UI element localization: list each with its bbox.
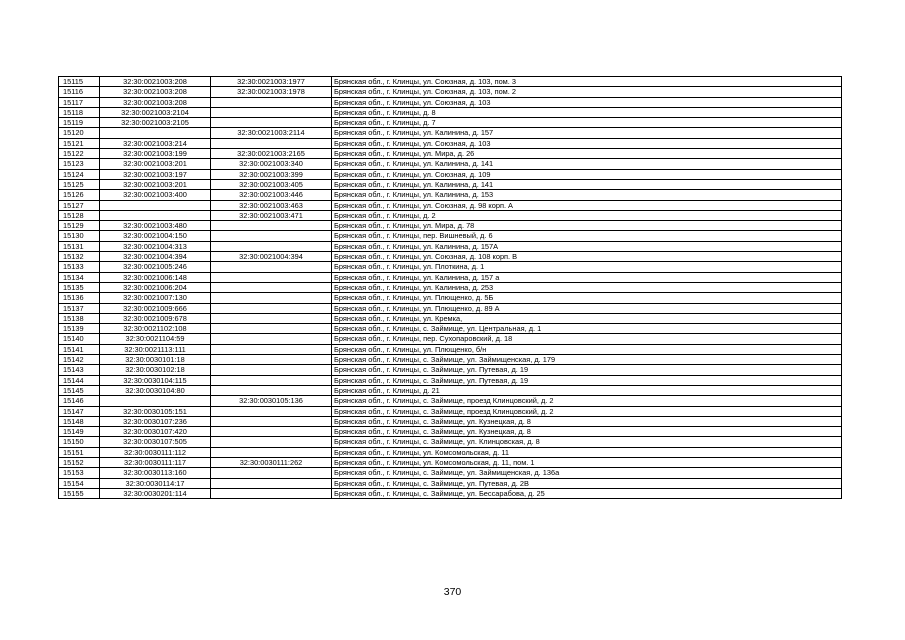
object-number-cell: 32:30:0021003:1978 <box>211 87 332 97</box>
row-number-cell: 15122 <box>59 149 100 159</box>
object-number-cell <box>211 293 332 303</box>
row-number-cell: 15123 <box>59 159 100 169</box>
address-cell: Брянская обл., г. Клинцы, ул. Союзная, д. 103, пом. 2 <box>332 87 842 97</box>
parcel-number-cell: 32:30:0021113:111 <box>100 344 211 354</box>
row-number-cell: 15133 <box>59 262 100 272</box>
table-row <box>59 324 842 334</box>
table-row <box>59 427 842 437</box>
object-number-cell: 32:30:0021003:405 <box>211 179 332 189</box>
address-cell: Брянская обл., г. Клинцы, ул. Калинина, д. 141 <box>332 159 842 169</box>
parcel-number-cell: 32:30:0021102:108 <box>100 324 211 334</box>
parcel-number-cell: 32:30:0021003:214 <box>100 138 211 148</box>
parcel-number-cell: 32:30:0030101:18 <box>100 355 211 365</box>
table-row <box>59 107 842 117</box>
row-number-cell: 15138 <box>59 313 100 323</box>
parcel-number-cell: 32:30:0021003:2105 <box>100 118 211 128</box>
address-cell: Брянская обл., г. Клинцы, ул. Калинина, д. 157 а <box>332 272 842 282</box>
parcel-number-cell: 32:30:0030201:114 <box>100 488 211 498</box>
parcel-number-cell: 32:30:0021104:59 <box>100 334 211 344</box>
parcel-number-cell: 32:30:0021009:678 <box>100 313 211 323</box>
row-number-cell: 15137 <box>59 303 100 313</box>
address-cell: Брянская обл., г. Клинцы, ул. Плоткина, д. 1 <box>332 262 842 272</box>
address-cell: Брянская обл., г. Клинцы, д. 8 <box>332 107 842 117</box>
object-number-cell: 32:30:0021003:2114 <box>211 128 332 138</box>
address-cell: Брянская обл., г. Клинцы, с. Займище, проезд Клинцовский, д. 2 <box>332 396 842 406</box>
row-number-cell: 15118 <box>59 107 100 117</box>
parcel-number-cell: 32:30:0021003:2104 <box>100 107 211 117</box>
object-number-cell <box>211 313 332 323</box>
object-number-cell <box>211 97 332 107</box>
object-number-cell <box>211 365 332 375</box>
address-cell: Брянская обл., г. Клинцы, ул. Союзная, д. 108 корп. В <box>332 252 842 262</box>
row-number-cell: 15143 <box>59 365 100 375</box>
parcel-number-cell: 32:30:0030107:236 <box>100 416 211 426</box>
object-number-cell <box>211 406 332 416</box>
row-number-cell: 15128 <box>59 210 100 220</box>
parcel-number-cell: 32:30:0030104:115 <box>100 375 211 385</box>
table-row <box>59 159 842 169</box>
address-cell: Брянская обл., г. Клинцы, ул. Комсомольская, д. 11, пом. 1 <box>332 457 842 467</box>
parcel-number-cell: 32:30:0030107:420 <box>100 427 211 437</box>
table-row <box>59 303 842 313</box>
row-number-cell: 15129 <box>59 221 100 231</box>
parcel-number-cell <box>100 128 211 138</box>
table-row <box>59 169 842 179</box>
parcel-number-cell: 32:30:0021009:666 <box>100 303 211 313</box>
address-cell: Брянская обл., г. Клинцы, с. Займище, ул. Путевая, д. 2В <box>332 478 842 488</box>
table-row <box>59 77 842 87</box>
object-number-cell <box>211 447 332 457</box>
object-number-cell <box>211 324 332 334</box>
object-number-cell <box>211 221 332 231</box>
address-cell: Брянская обл., г. Клинцы, ул. Плющенко, б/н <box>332 344 842 354</box>
row-number-cell: 15154 <box>59 478 100 488</box>
address-cell: Брянская обл., г. Клинцы, ул. Плющенко, д. 5Б <box>332 293 842 303</box>
address-cell: Брянская обл., г. Клинцы, ул. Союзная, д. 103 <box>332 97 842 107</box>
address-cell: Брянская обл., г. Клинцы, ул. Плющенко, д. 89 А <box>332 303 842 313</box>
object-number-cell <box>211 427 332 437</box>
row-number-cell: 15121 <box>59 138 100 148</box>
row-number-cell: 15141 <box>59 344 100 354</box>
address-cell: Брянская обл., г. Клинцы, ул. Мира, д. 26 <box>332 149 842 159</box>
table-row <box>59 488 842 498</box>
parcel-number-cell: 32:30:0030113:160 <box>100 468 211 478</box>
cadastral-table <box>58 76 842 499</box>
object-number-cell <box>211 416 332 426</box>
table-row <box>59 221 842 231</box>
address-cell: Брянская обл., г. Клинцы, ул. Союзная, д. 109 <box>332 169 842 179</box>
parcel-number-cell: 32:30:0021003:208 <box>100 87 211 97</box>
row-number-cell: 15124 <box>59 169 100 179</box>
parcel-number-cell: 32:30:0021003:197 <box>100 169 211 179</box>
object-number-cell <box>211 107 332 117</box>
parcel-number-cell: 32:30:0021003:208 <box>100 97 211 107</box>
object-number-cell <box>211 344 332 354</box>
table-row <box>59 190 842 200</box>
row-number-cell: 15126 <box>59 190 100 200</box>
address-cell: Брянская обл., г. Клинцы, с. Займище, ул. Клинцовская, д. 8 <box>332 437 842 447</box>
table-row <box>59 375 842 385</box>
row-number-cell: 15152 <box>59 457 100 467</box>
object-number-cell <box>211 138 332 148</box>
parcel-number-cell: 32:30:0030105:151 <box>100 406 211 416</box>
parcel-number-cell: 32:30:0021004:313 <box>100 241 211 251</box>
table-row <box>59 200 842 210</box>
object-number-cell <box>211 262 332 272</box>
table-row <box>59 272 842 282</box>
parcel-number-cell: 32:30:0021004:394 <box>100 252 211 262</box>
parcel-number-cell <box>100 396 211 406</box>
table-row <box>59 334 842 344</box>
address-cell: Брянская обл., г. Клинцы, ул. Калинина, д. 141 <box>332 179 842 189</box>
table-row <box>59 231 842 241</box>
parcel-number-cell: 32:30:0030104:80 <box>100 385 211 395</box>
table-row <box>59 118 842 128</box>
row-number-cell: 15131 <box>59 241 100 251</box>
address-cell: Брянская обл., г. Клинцы, с. Займище, проезд Клинцовский, д. 2 <box>332 406 842 416</box>
object-number-cell <box>211 231 332 241</box>
parcel-number-cell: 32:30:0021003:400 <box>100 190 211 200</box>
table-row <box>59 437 842 447</box>
row-number-cell: 15136 <box>59 293 100 303</box>
parcel-number-cell: 32:30:0021003:201 <box>100 159 211 169</box>
row-number-cell: 15147 <box>59 406 100 416</box>
table-row <box>59 457 842 467</box>
table-row <box>59 262 842 272</box>
address-cell: Брянская обл., г. Клинцы, с. Займище, ул. Кузнецкая, д. 8 <box>332 416 842 426</box>
object-number-cell: 32:30:0021003:399 <box>211 169 332 179</box>
address-cell: Брянская обл., г. Клинцы, с. Займище, ул. Бессарабова, д. 25 <box>332 488 842 498</box>
row-number-cell: 15117 <box>59 97 100 107</box>
object-number-cell: 32:30:0021003:446 <box>211 190 332 200</box>
address-cell: Брянская обл., г. Клинцы, ул. Мира, д. 78 <box>332 221 842 231</box>
parcel-number-cell: 32:30:0021003:480 <box>100 221 211 231</box>
row-number-cell: 15142 <box>59 355 100 365</box>
address-cell: Брянская обл., г. Клинцы, д. 2 <box>332 210 842 220</box>
address-cell: Брянская обл., г. Клинцы, пер. Сухопаровский, д. 18 <box>332 334 842 344</box>
object-number-cell <box>211 468 332 478</box>
object-number-cell <box>211 241 332 251</box>
address-cell: Брянская обл., г. Клинцы, ул. Кремка, <box>332 313 842 323</box>
table-row <box>59 252 842 262</box>
address-cell: Брянская обл., г. Клинцы, ул. Союзная, д. 103, пом. 3 <box>332 77 842 87</box>
parcel-number-cell: 32:30:0030107:505 <box>100 437 211 447</box>
object-number-cell: 32:30:0021003:1977 <box>211 77 332 87</box>
parcel-number-cell: 32:30:0030111:112 <box>100 447 211 457</box>
table-row <box>59 365 842 375</box>
row-number-cell: 15132 <box>59 252 100 262</box>
address-cell: Брянская обл., г. Клинцы, с. Займище, ул. Кузнецкая, д. 8 <box>332 427 842 437</box>
object-number-cell <box>211 478 332 488</box>
row-number-cell: 15148 <box>59 416 100 426</box>
row-number-cell: 15135 <box>59 282 100 292</box>
object-number-cell: 32:30:0021003:2165 <box>211 149 332 159</box>
object-number-cell <box>211 375 332 385</box>
address-cell: Брянская обл., г. Клинцы, с. Займище, ул. Займищенская, д. 179 <box>332 355 842 365</box>
row-number-cell: 15144 <box>59 375 100 385</box>
object-number-cell: 32:30:0021003:340 <box>211 159 332 169</box>
row-number-cell: 15125 <box>59 179 100 189</box>
row-number-cell: 15120 <box>59 128 100 138</box>
table-row <box>59 282 842 292</box>
table-row <box>59 128 842 138</box>
row-number-cell: 15139 <box>59 324 100 334</box>
object-number-cell: 32:30:0030111:262 <box>211 457 332 467</box>
object-number-cell: 32:30:0021004:394 <box>211 252 332 262</box>
table-row <box>59 385 842 395</box>
table-row <box>59 468 842 478</box>
row-number-cell: 15153 <box>59 468 100 478</box>
row-number-cell: 15130 <box>59 231 100 241</box>
parcel-number-cell: 32:30:0021003:208 <box>100 77 211 87</box>
parcel-number-cell: 32:30:0021004:150 <box>100 231 211 241</box>
address-cell: Брянская обл., г. Клинцы, ул. Союзная, д. 98 корп. А <box>332 200 842 210</box>
object-number-cell <box>211 334 332 344</box>
address-cell: Брянская обл., г. Клинцы, ул. Калинина, д. 153 <box>332 190 842 200</box>
parcel-number-cell: 32:30:0021005:246 <box>100 262 211 272</box>
parcel-number-cell: 32:30:0030114:17 <box>100 478 211 488</box>
table-row <box>59 406 842 416</box>
page-number: 370 <box>443 586 462 598</box>
table-row <box>59 87 842 97</box>
table-row <box>59 179 842 189</box>
table-row <box>59 355 842 365</box>
address-cell: Брянская обл., г. Клинцы, д. 21 <box>332 385 842 395</box>
table-row <box>59 447 842 457</box>
parcel-number-cell: 32:30:0030102:18 <box>100 365 211 375</box>
parcel-number-cell: 32:30:0030111:117 <box>100 457 211 467</box>
parcel-number-cell: 32:30:0021003:201 <box>100 179 211 189</box>
address-cell: Брянская обл., г. Клинцы, ул. Калинина, д. 157А <box>332 241 842 251</box>
table-body <box>59 77 842 499</box>
row-number-cell: 15116 <box>59 87 100 97</box>
parcel-number-cell <box>100 200 211 210</box>
row-number-cell: 15151 <box>59 447 100 457</box>
row-number-cell: 15127 <box>59 200 100 210</box>
row-number-cell: 15119 <box>59 118 100 128</box>
object-number-cell: 32:30:0021003:463 <box>211 200 332 210</box>
parcel-number-cell: 32:30:0021006:148 <box>100 272 211 282</box>
row-number-cell: 15134 <box>59 272 100 282</box>
object-number-cell <box>211 488 332 498</box>
object-number-cell <box>211 282 332 292</box>
row-number-cell: 15150 <box>59 437 100 447</box>
table-row <box>59 478 842 488</box>
row-number-cell: 15149 <box>59 427 100 437</box>
table-row <box>59 138 842 148</box>
parcel-number-cell: 32:30:0021003:199 <box>100 149 211 159</box>
object-number-cell <box>211 118 332 128</box>
row-number-cell: 15155 <box>59 488 100 498</box>
table-row <box>59 241 842 251</box>
table-row <box>59 210 842 220</box>
parcel-number-cell <box>100 210 211 220</box>
row-number-cell: 15145 <box>59 385 100 395</box>
table-row <box>59 396 842 406</box>
address-cell: Брянская обл., г. Клинцы, пер. Вишневый, д. 6 <box>332 231 842 241</box>
row-number-cell: 15140 <box>59 334 100 344</box>
address-cell: Брянская обл., г. Клинцы, ул. Комсомольская, д. 11 <box>332 447 842 457</box>
object-number-cell <box>211 303 332 313</box>
object-number-cell: 32:30:0030105:136 <box>211 396 332 406</box>
address-cell: Брянская обл., г. Клинцы, с. Займище, ул. Центральная, д. 1 <box>332 324 842 334</box>
table-row <box>59 416 842 426</box>
object-number-cell: 32:30:0021003:471 <box>211 210 332 220</box>
table-row <box>59 97 842 107</box>
object-number-cell <box>211 272 332 282</box>
address-cell: Брянская обл., г. Клинцы, ул. Калинина, д. 253 <box>332 282 842 292</box>
table-row <box>59 149 842 159</box>
table-row <box>59 293 842 303</box>
address-cell: Брянская обл., г. Клинцы, ул. Союзная, д. 103 <box>332 138 842 148</box>
row-number-cell: 15146 <box>59 396 100 406</box>
object-number-cell <box>211 355 332 365</box>
table-row <box>59 344 842 354</box>
parcel-number-cell: 32:30:0021006:204 <box>100 282 211 292</box>
address-cell: Брянская обл., г. Клинцы, ул. Калинина, д. 157 <box>332 128 842 138</box>
address-cell: Брянская обл., г. Клинцы, д. 7 <box>332 118 842 128</box>
object-number-cell <box>211 437 332 447</box>
address-cell: Брянская обл., г. Клинцы, с. Займище, ул. Займищенская, д. 136а <box>332 468 842 478</box>
address-cell: Брянская обл., г. Клинцы, с. Займище, ул. Путевая, д. 19 <box>332 375 842 385</box>
table-row <box>59 313 842 323</box>
row-number-cell: 15115 <box>59 77 100 87</box>
parcel-number-cell: 32:30:0021007:130 <box>100 293 211 303</box>
address-cell: Брянская обл., г. Клинцы, с. Займище, ул. Путевая, д. 19 <box>332 365 842 375</box>
object-number-cell <box>211 385 332 395</box>
